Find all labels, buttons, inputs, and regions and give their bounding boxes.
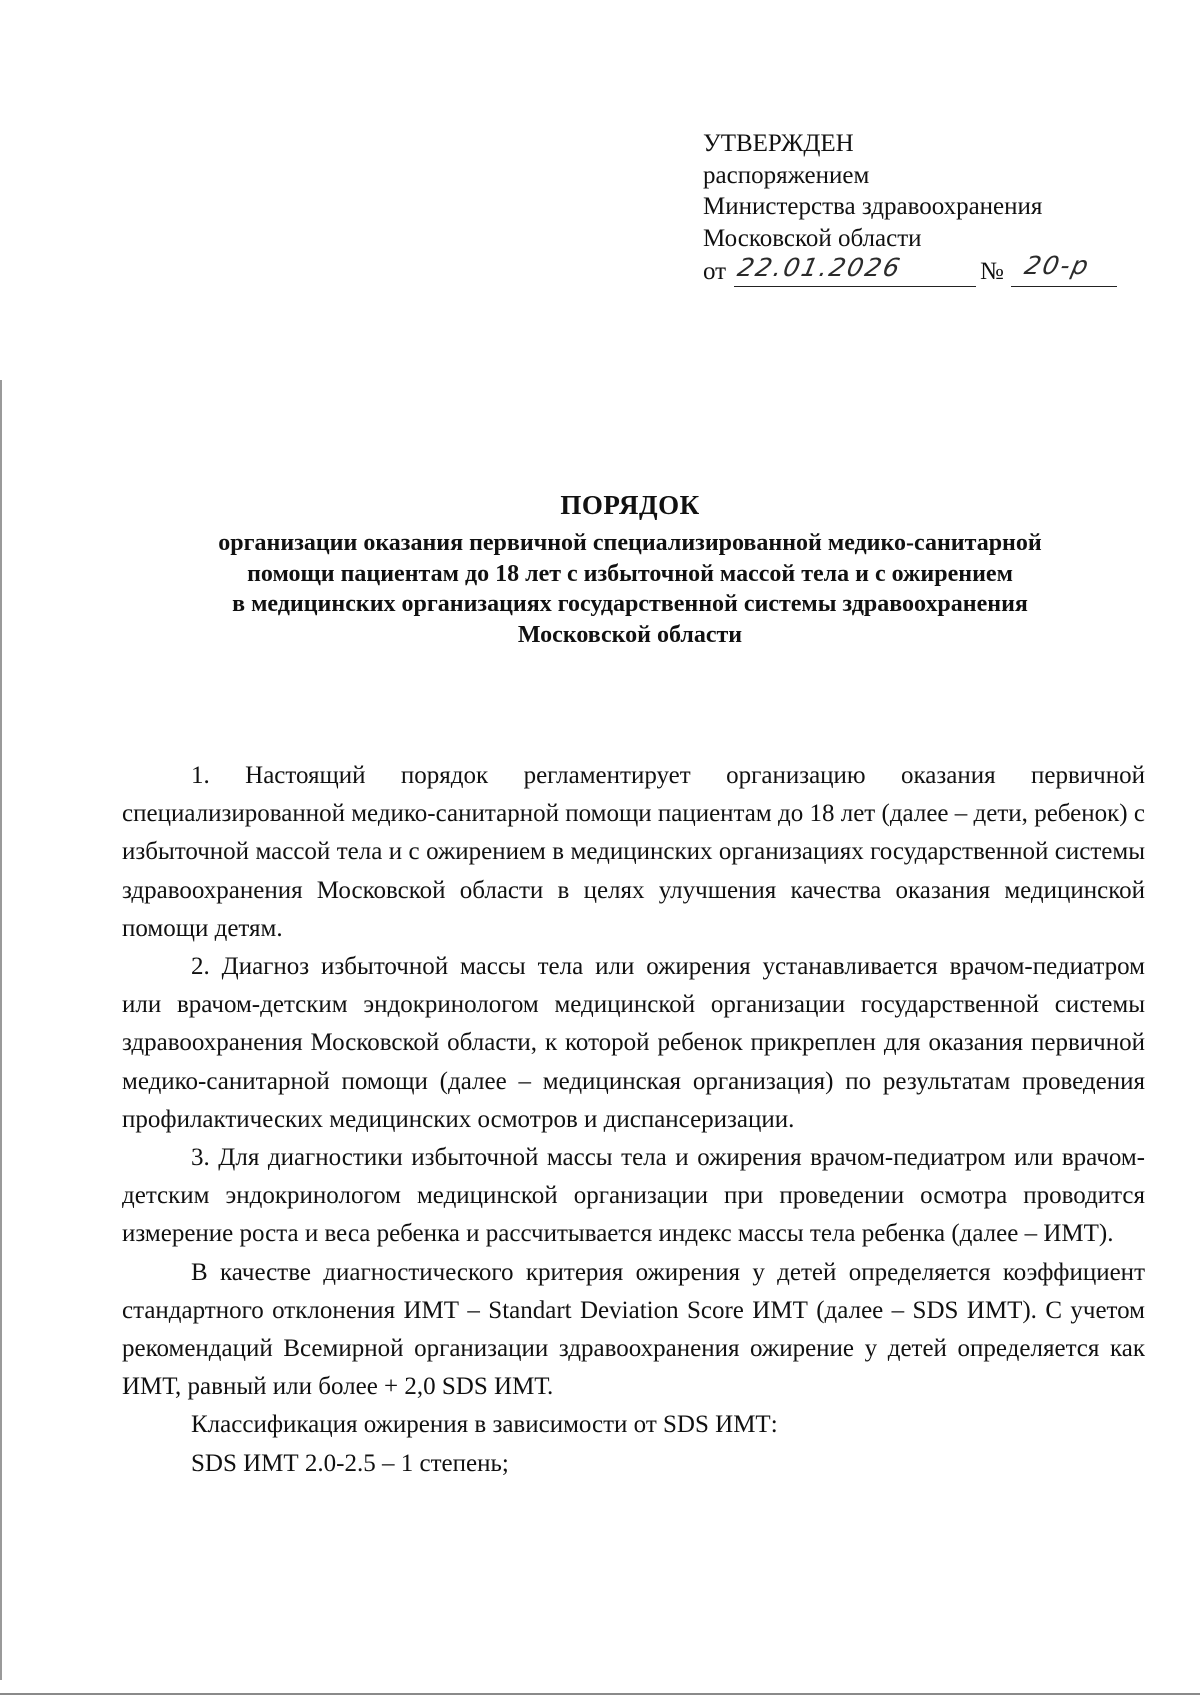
handwritten-date: 22.01.2026 — [734, 253, 905, 282]
approval-status: УТВЕРЖДЕН — [703, 130, 854, 157]
approval-region: Московской области — [703, 224, 922, 252]
paragraph-5: Классификация ожирения в зависимости от SDS ИМТ: — [191, 1411, 778, 1439]
document-body — [122, 757, 1145, 1483]
paragraph-6: SDS ИМТ 2.0-2.5 – 1 степень; — [191, 1449, 509, 1477]
scan-edge-left — [0, 380, 2, 1680]
title-subtitle — [110, 528, 1150, 650]
approval-by-order: распоряжением — [703, 161, 870, 189]
scan-edge-bottom — [0, 1693, 1200, 1695]
date-field — [734, 254, 976, 287]
number-field — [1011, 251, 1117, 287]
approval-ministry: Министерства здравоохранения — [703, 193, 1043, 220]
title-line-2: помощи пациентам до 18 лет с избыточной массой тела и с ожирением — [247, 560, 1013, 587]
paragraph-1: 1. Настоящий порядок регламентирует организацию оказания первичной специализированной медико-санитарной помощи пациентам до 18 лет (далее – дети, ребенок) с избыточной массой тела и с ожирением в медицинских организациях государственной системы здравоохранения Московской области в целях улучшения качества оказания медицинской помощи детям. — [122, 762, 1145, 942]
number-sign: № — [980, 258, 1004, 285]
approval-block — [703, 128, 1123, 290]
paragraph-3: 3. Для диагностики избыточной массы тела и ожирения врачом-педиатром или врачом-детским эндокринологом медицинской организации при проведении осмотра проводится измерение роста и веса ребенка и рассчитывается индекс массы тела ребенка (далее – ИМТ). — [122, 1144, 1145, 1248]
title-line-1: организации оказания первичной специализированной медико-санитарной — [218, 530, 1042, 556]
title-line-3: в медицинских организациях государственной системы здравоохранения — [232, 591, 1028, 617]
handwritten-number: 20-р — [1021, 251, 1093, 280]
paragraph-4: В качестве диагностического критерия ожирения у детей определяется коэффициент стандартного отклонения ИМТ – Standart Deviation Score ИМТ (далее – SDS ИМТ). С учетом рекомендаций Всемирной организации здравоохранения ожирение у детей определяется как ИМТ, равный или более + 2,0 SDS ИМТ. — [122, 1258, 1145, 1401]
paragraph-2: 2. Диагноз избыточной массы тела или ожирения устанавливается врачом-педиатром или врачом-детским эндокринологом медицинской организации государственной системы здравоохранения Московской области, к которой ребенок прикреплен для оказания первичной медико-санитарной помощи (далее – медицинская организация) по результатам проведения профилактических медицинских осмотров и диспансеризации. — [122, 953, 1145, 1133]
date-prefix: от — [703, 258, 727, 285]
title-line-4: Московской области — [517, 621, 743, 648]
title-main: ПОРЯДОК — [560, 490, 700, 520]
document-title — [110, 488, 1150, 650]
approval-date-number-row — [703, 251, 1123, 290]
